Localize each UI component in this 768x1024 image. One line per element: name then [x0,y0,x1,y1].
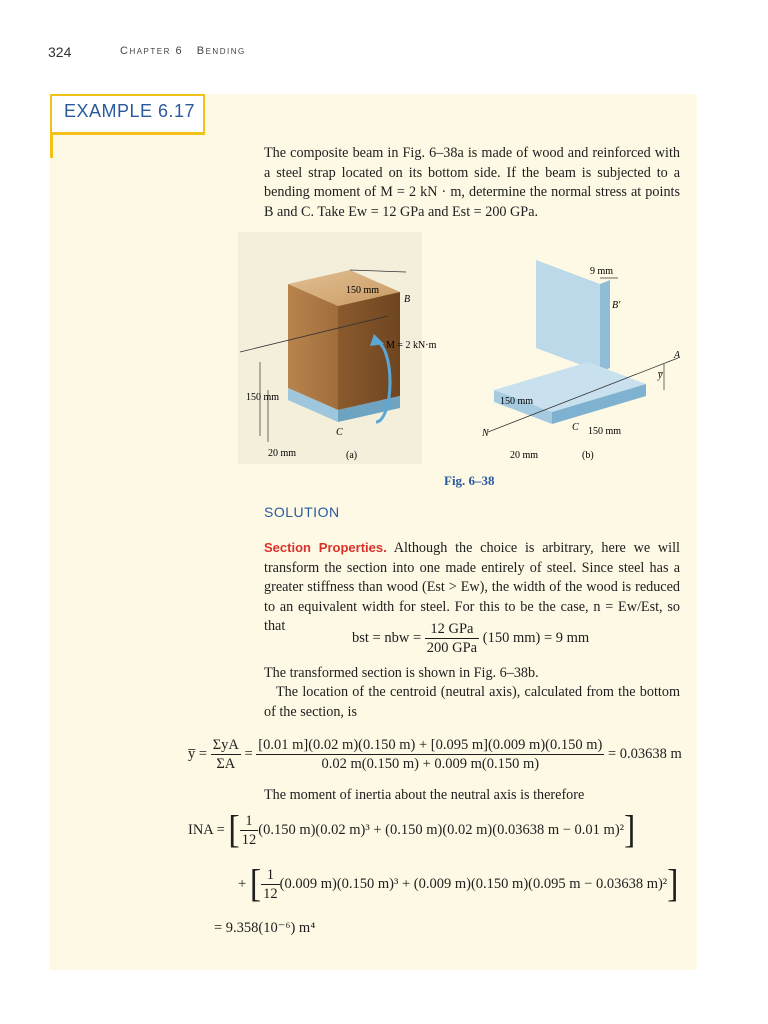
fig-a-point-b: B [404,294,411,305]
example-rule-vertical [50,134,53,158]
fig-a-label: (a) [346,450,358,461]
eq-ina1-lhs: INA = [188,821,225,838]
equation-ina-result: = 9.358(10⁻⁶) m⁴ [214,920,316,936]
chapter-label: Chapter 6 [120,45,184,57]
section-properties-text: Although the choice is arbitrary, here we will transform the section into one made entirely of steel. Since steel has a greater stiffness than wood (Est > Ew), the width of the wood is reduced to an equivalent width for steel. For this to be the case, n = Ew/Est, so that [264,540,681,634]
wood-front-face [288,284,338,410]
equation-ina-line1: INA = [ $\frac{1}{12}$ (0.150 m)(0.02 m)³ + (0.150 m)(0.02 m)(0.03638 m − 0.01 m)²] [188,808,636,852]
eq-ybar-sum-num: ΣyA [212,737,239,753]
eq-bst-num: 12 GPa [425,620,479,639]
fig-a-width-label: 150 mm [346,285,380,296]
fig-b-point-c: C [572,422,579,433]
section-properties-title: Section Properties. [264,540,387,555]
page-number: 324 [48,44,72,60]
eq-ina1-fraction [240,812,259,849]
fig-a-point-c: C [336,427,343,438]
equation-ina-line2: + [ $\frac{1}{12}$ (0.009 m)(0.150 m)³ + (0.009 m)(0.150 m)(0.095 m − 0.03638 m)²] [238,862,679,906]
eq-ybar-den: 0.02 m(0.150 m) + 0.009 m(0.150 m) [321,756,540,772]
eq-ybar-sum-fraction [211,736,241,773]
transformed-text: The transformed section is shown in Fig. 6–38b. [264,665,539,681]
figure-b [478,260,684,466]
eq-ybar-rhs: = 0.03638 m [607,745,682,762]
running-header [120,45,246,57]
eq-ina2-num: 1 [261,866,280,885]
figure-a [238,232,437,464]
fig-b-label: (b) [582,450,594,461]
solution-heading: SOLUTION [264,504,340,520]
fig-b-top-label: 9 mm [590,266,614,277]
eq-ina2-den: 12 [263,886,278,902]
fig-a-strap-label: 20 mm [268,448,297,459]
problem-statement: The composite beam in Fig. 6–38a is made of wood and reinforced with a steel strap located on its bottom side. If the beam is subjected to a bending moment of M = 2 kN · m, determine the normal stress at points B and C. Take Ew = 12 GPa and Est = 200 GPa. [264,145,680,220]
fig-b-flange-label: 150 mm [588,426,622,437]
figure-caption: Fig. 6–38 [444,473,495,488]
example-title: EXAMPLE 6.17 [64,101,196,121]
inertia-text: The moment of inertia about the neutral axis is therefore [264,787,585,803]
fig-a-moment-label: M = 2 kN·m [386,340,437,351]
eq-ybar-sum-den: ΣA [216,756,236,772]
eq-ina1-den: 12 [241,832,257,848]
example-rule [50,132,205,135]
eq-bst-den: 200 GPa [426,640,478,656]
eq-ina2-lhs: + [238,875,247,892]
fig-b-point-b: B′ [612,300,621,311]
eq-ina1-body: (0.150 m)(0.02 m)³ + (0.150 m)(0.02 m)(0.03638 m − 0.01 m)² [258,821,624,838]
equation-ybar: y̅ = $\frac{\text{ΣyA}}{\Sigma A}$ = $\frac{[0.01 m](0.02 m)(0.150 m) + [0.095 m](0.009 m)(0.150 m)}{0.02 m(0.150 m) + 0.009 m(0.150 m)}$ = 0.03638 m [188,737,682,772]
equation-bst [352,620,589,657]
fig-b-web-label: 150 mm [500,396,534,407]
eq-ybar-lhs: y̅ = [188,745,208,762]
eq-ina2-body: (0.009 m)(0.150 m)³ + (0.009 m)(0.150 m)(0.095 m − 0.03638 m)² [279,875,668,892]
eq-ybar-num: [0.01 m](0.02 m)(0.150 m) + [0.095 m](0.009 m)(0.150 m) [258,737,603,753]
fig-b-axis-n: N [482,428,489,439]
eq-bst-lhs: bst = nbw = [352,629,422,646]
eq-ina1-num: 1 [240,812,259,831]
fig-b-axis-a: A [674,350,681,361]
fig-b-ybar: y̅ [658,370,663,381]
eq-ybar-fraction [256,736,604,773]
eq-ina2-fraction [261,866,280,903]
centroid-text: The location of the centroid (neutral axis), calculated from the bottom of the section, is [264,684,680,720]
section-label: Bending [196,45,246,57]
fig-a-height-label: 150 mm [246,392,280,403]
eq-bst-fraction [425,620,479,657]
web-edge [600,280,610,372]
eq-bst-rhs: (150 mm) = 9 mm [482,629,590,646]
fig-b-strap-label: 20 mm [510,450,539,461]
